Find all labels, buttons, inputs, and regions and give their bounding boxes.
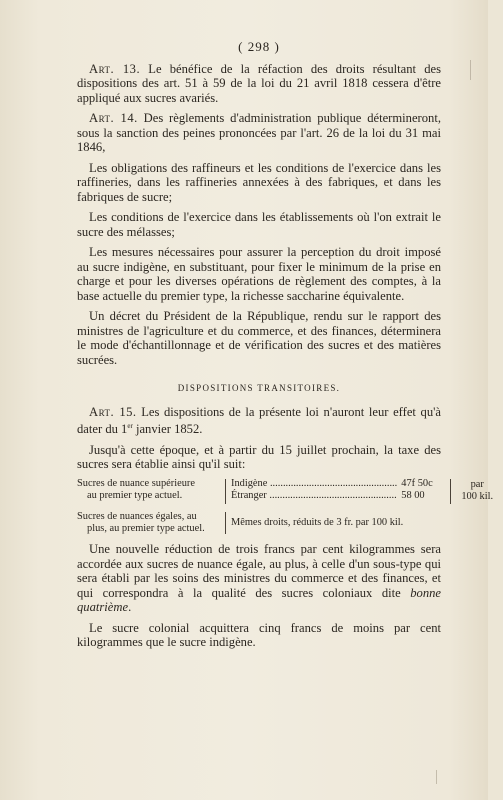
page-number: ( 298 ) xyxy=(238,39,280,54)
origin-label: Étranger ..... xyxy=(231,490,397,502)
table-values xyxy=(231,478,446,505)
paragraph-colonial: Le sucre colonial acquittera cinq francs de moins par cent kilogrammes que le sucre indigène. xyxy=(77,620,441,650)
row-label-line: Sucres de nuance supérieure xyxy=(77,477,195,489)
paragraph-conditions: Les conditions de l'exercice dans les établissements où l'on extrait le sucre des mélasses; xyxy=(77,210,441,239)
article-text: Le bénéfice de la réfaction des droits résultant des dispositions des art. 51 à 59 de la loi du 21 avril 1818 cessera d'être appliqué aux sucres avariés. xyxy=(77,61,441,105)
italic-term: bonne quatrième xyxy=(77,585,441,615)
table-row-label xyxy=(77,478,225,505)
unit-text: par xyxy=(470,478,484,490)
row-label-line: au premier type actuel. xyxy=(87,490,183,502)
paragraph-decret: Un décret du Président de la République, rendu sur le rapport des ministres de l'agriculture et du commerce, et des finances, déterminera le mode d'échantillonnage et de vérification des sucres et des matières sucrées. xyxy=(77,309,441,367)
paragraph-jusqua: Jusqu'à cette époque, et à partir du 15 juillet prochain, la taxe des sucres sera établie ainsi qu'il suit: xyxy=(77,442,441,472)
page-edge-mark xyxy=(470,60,471,80)
paragraph-mesures: Les mesures nécessaires pour assurer la perception du droit imposé au sucre indigène, en substituant, pour fixer le minimum de la prise en charge et pour les diverses opérations de règlement des comptes, à la base actuelle du premier type, la richesse saccharine équivalente. xyxy=(77,245,441,303)
brace xyxy=(225,479,226,504)
section-heading: DISPOSITIONS TRANSITOIRES. xyxy=(177,383,341,393)
tax-table xyxy=(77,477,494,536)
paragraph-text: . xyxy=(128,600,132,615)
table-row xyxy=(77,511,441,536)
article-label: Art. 15. xyxy=(89,404,137,419)
origin-label: Indigène ..... xyxy=(231,478,397,490)
unit-text: 100 kil. xyxy=(461,491,494,503)
table-row-label xyxy=(77,511,225,536)
paragraph-obligations: Les obligations des raffineurs et les conditions de l'exercice dans les raffineries, dans les raffineries annexées à des fabriques, et dans les fabriques de sucre; xyxy=(77,160,441,204)
page-edge-mark xyxy=(436,770,437,784)
superscript: er xyxy=(127,422,133,430)
duty-value: 58 00 xyxy=(401,490,425,502)
duty-note: Mêmes droits, réduits de 3 fr. par 100 kil. xyxy=(231,516,404,528)
paragraph-text: Une nouvelle réduction de trois francs par cent kilogrammes sera accordée aux sucres de nuance égale, au plus, à celle d'un sous-type qui sera établi par les soins des ministres du commerce et des finances, et qui correspondra à la qualité des sucres coloniaux dite xyxy=(77,542,441,600)
article-text: Des règlements d'administration publique détermineront, sous la sanction des peines prononcées par l'art. 26 de la loi du 31 mai 1846, xyxy=(77,111,441,154)
duty-value: 47f 50c xyxy=(401,477,433,489)
unit-cell xyxy=(450,479,503,504)
table-row xyxy=(77,477,494,505)
table-values xyxy=(231,511,441,536)
article-15 xyxy=(77,405,441,437)
row-label-line: plus, au premier type actuel. xyxy=(87,522,205,534)
brace xyxy=(225,512,226,535)
article-label: Art. 14. xyxy=(89,111,138,125)
row-label-line: Sucres de nuances égales, au xyxy=(77,510,197,522)
article-text: janvier 1852. xyxy=(132,422,203,437)
paragraph-reduction xyxy=(77,542,441,615)
article-text: Les dispositions de la présente loi n'auront leur effet qu'à dater du 1 xyxy=(77,404,441,437)
article-label: Art. 13. xyxy=(89,61,141,76)
article-14 xyxy=(77,111,441,155)
page-content xyxy=(77,39,494,650)
article-13 xyxy=(77,62,441,106)
